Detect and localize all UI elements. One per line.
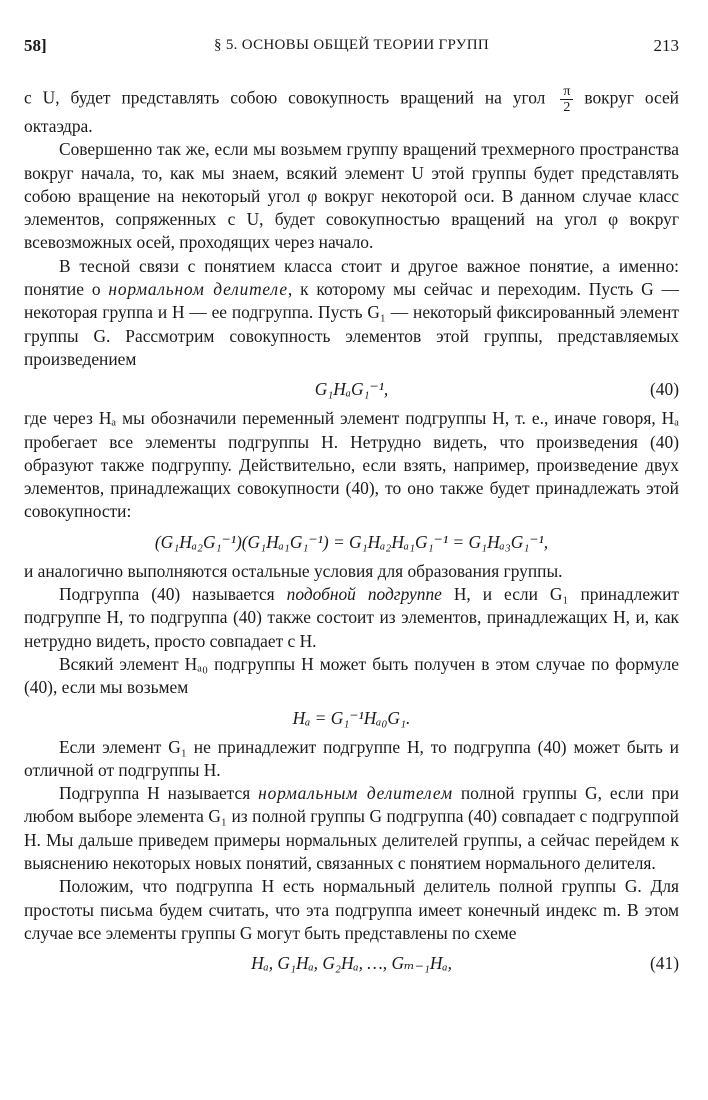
paragraph-9 (24, 782, 679, 875)
equation-41-number: (41) (650, 953, 679, 974)
paragraph-1-text: с U, будет представлять собою совокупность вращений на угол (24, 87, 546, 108)
fraction-pi-over-2 (560, 84, 573, 115)
paragraph-10: Положим, что подгруппа H есть нормальный делитель полной группы G. Для простоты письма будем считать, что эта подгруппа имеет конечный индекс m. В этом случае все элементы группы G могут быть представлены по схеме (24, 876, 679, 943)
equation-41 (24, 945, 679, 981)
paragraph-5: и аналогично выполняются остальные условия для образования группы. (24, 560, 563, 581)
equation-41-formula: Hₐ, G₁Hₐ, G₂Hₐ, …, Gₘ₋₁Hₐ, (251, 953, 452, 974)
equation-40-number: (40) (650, 379, 679, 400)
term-normal-divisor: нормальном делителе (108, 279, 288, 300)
paragraph-9-tail: полной группы G, если при любом выборе элемента G₁ из полной группы G подгруппа (40) совпадает с подгруппой H. Мы дальше приведем примеры нормальных делителей группы, а сейчас перейдем к выяснению некоторых новых понятий, связанных с понятием нормального делителя. (24, 783, 679, 874)
paragraph-1-tail: вокруг осей октаэдра. (24, 87, 679, 136)
running-title: § 5. ОСНОВЫ ОБЩЕЙ ТЕОРИИ ГРУПП (214, 37, 489, 53)
equation-40 (24, 371, 679, 407)
paragraph-7: Всякий элемент Hₐ₀ подгруппы H может быть получен в этом случае по формуле (40), если мы возьмем (24, 653, 679, 698)
section-number: 58] (24, 36, 47, 55)
paragraph-4: где через Hₐ мы обозначили переменный элемент подгруппы H, т. е., иначе говоря, Hₐ пробегает все элементы подгруппы H. Нетрудно видеть, что произведения (40) образуют также подгруппу. Действительно, если взять, например, произведение двух элементов, принадлежащих совокупности (40), то оно также будет принадлежать этой совокупности: (24, 408, 679, 522)
paragraph-9-text: Подгруппа H называется (59, 783, 251, 804)
equation-product-formula: (G₁Hₐ₂G₁⁻¹)(G₁Hₐ₁G₁⁻¹) = G₁Hₐ₂Hₐ₁G₁⁻¹ = G₁Hₐ₃G₁⁻¹, (154, 531, 549, 552)
paragraph-3-text: В тесной связи с понятием класса стоит и другое важное понятие, а именно: понятие о (24, 255, 679, 300)
paragraph-8: Если элемент G₁ не принадлежит подгруппе H, то подгруппа (40) может быть и отличной от подгруппы H. (24, 736, 679, 780)
term-similar-subgroup: подобной подгруппе (286, 584, 442, 605)
equation-inverse-formula: Hₐ = G₁⁻¹Hₐ₀G₁. (292, 707, 411, 728)
paragraph-6-text: Подгруппа (40) называется (59, 584, 275, 605)
page-header (24, 36, 679, 60)
term-normal-divisor-def: нормальным делителем (258, 783, 453, 804)
fraction-numerator: π (560, 84, 573, 100)
paragraph-3 (24, 255, 679, 371)
equation-40-formula: G₁HₐG₁⁻¹, (314, 379, 389, 400)
page-body (24, 84, 679, 981)
paragraph-6-tail: H, и если G₁ принадлежит подгруппе H, то подгруппа (40) также состоит из элементов, принадлежащих H, и, как нетрудно видеть, просто совпадает с H. (24, 584, 679, 651)
paragraph-3-tail: , к которому мы сейчас и переходим. Пусть G — некоторая группа и H — ее подгруппа. Пусть G₁ — некоторый фиксированный элемент группы G. Рассмотрим совокупность элементов этой группы, представляемых произведением (24, 279, 679, 369)
equation-product (24, 524, 679, 560)
fraction-denominator: 2 (563, 100, 571, 115)
paragraph-6 (24, 583, 679, 653)
paragraph-2: Совершенно так же, если мы возьмем группу вращений трехмерного пространства вокруг начала, то, как мы знаем, всякий элемент U этой группы будет представлять собою вращение на некоторый угол φ вокруг некоторой оси. В данном случае класс элементов, сопряженных с U, будет совокупностью вращений на угол φ вокруг всевозможных осей, проходящих через начало. (24, 139, 679, 253)
page-number: 213 (653, 36, 679, 55)
equation-inverse (24, 700, 679, 736)
paragraph-1 (24, 84, 679, 138)
